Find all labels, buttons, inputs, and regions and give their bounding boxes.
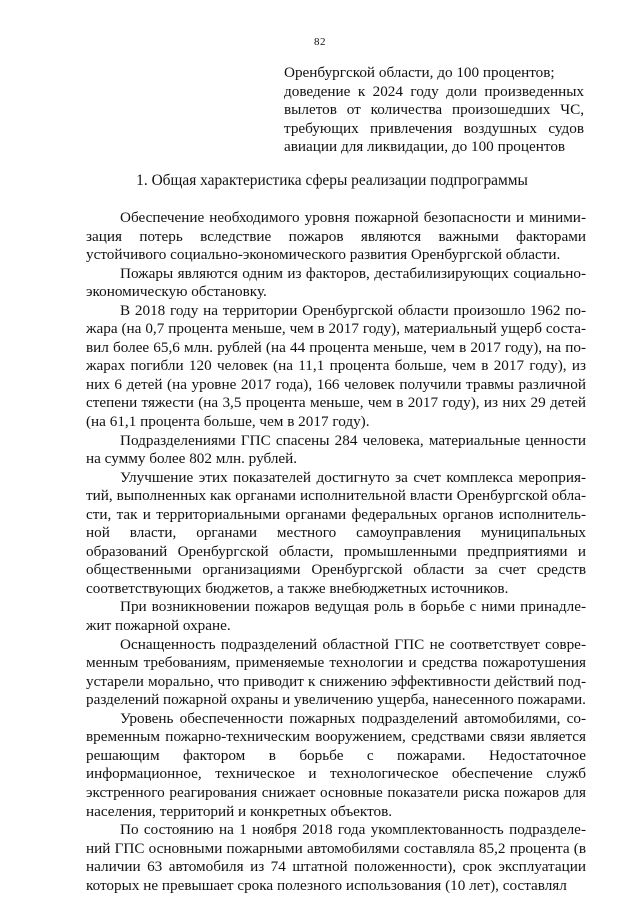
goal-line: Оренбургской области, до 100 процентов; <box>284 64 555 81</box>
paragraph: Улучшение этих показателей достигнуто за счет комплекса мероприятий, выполненных как органами исполнительной власти Оренбургской области, так и территориальными органами федеральных органов исполнительной власти, органами местного самоуправления муниципальных образований Оренбургской области, промышленными предприятиями и общественными организациями Оренбургской области за счет средств соответствующих бюджетов, а также внебюджетных источников. <box>86 468 586 597</box>
paragraph: Оснащенность подразделений областной ГПС не соответствует современным требованиям, применяемые технологии и средства пожаротушения устарели морально, что приводит к снижению эффективности действий подразделений пожарной охраны и увеличению ущерба, нанесенного пожарами. <box>86 635 586 709</box>
goal-line: требующих привлечения воздушных судов <box>284 119 584 137</box>
paragraph: Пожары являются одним из факторов, дестабилизирующих социально-экономическую обстановку. <box>86 264 586 301</box>
goal-line: доведение к 2024 году доли произведенных <box>284 82 584 100</box>
paragraph: Подразделениями ГПС спасены 284 человека, материальные ценности на сумму более 802 млн. рублей. <box>86 431 586 468</box>
goal-line: авиации для ликвидации, до 100 процентов <box>284 138 566 156</box>
goals-continuation <box>284 64 584 157</box>
goal-line: вылетов от количества произошедших ЧС, <box>284 101 584 119</box>
body-text <box>86 209 586 895</box>
paragraph: Уровень обеспеченности пожарных подразделений автомобилями, современным пожарно-техническим вооружением, средствами связи является решающим фактором в борьбе с пожарами. Недостаточное информационное, техническое и технологическое обеспечение служб экстренного реагирования снижает основные показатели риска пожаров для населения, территорий и конкретных объектов. <box>86 709 586 820</box>
paragraph: В 2018 году на территории Оренбургской области произошло 1962 пожара (на 0,7 процента меньше, чем в 2017 году), материальный ущерб составил более 65,6 млн. рублей (на 44 процента меньше, чем в 2017 году), на пожарах погибли 120 человек (на 11,1 процента больше, чем в 2017 году), из них 6 детей (на уровне 2017 года), 166 человек получили травмы различной степени тяжести (на 3,5 процента меньше, чем в 2017 году), из них 29 детей (на 61,1 процента больше, чем в 2017 году). <box>86 301 586 431</box>
section-title: 1. Общая характеристика сферы реализации подпрограммы <box>136 172 528 189</box>
page-number: 82 <box>314 36 326 48</box>
paragraph: Обеспечение необходимого уровня пожарной безопасности и минимизация потерь вследствие пожаров являются важными факторами устойчивого социально-экономического развития Оренбургской области. <box>86 209 586 264</box>
paragraph: При возникновении пожаров ведущая роль в борьбе с ними принадлежит пожарной охране. <box>86 598 586 635</box>
paragraph: По состоянию на 1 ноября 2018 года укомплектованность подразделений ГПС основными пожарными автомобилями составляла 85,2 процента (в наличии 63 автомобиля из 74 штатной положенности), срок эксплуатации которых не превышает срока полезного использования (10 лет), составлял <box>86 821 586 894</box>
